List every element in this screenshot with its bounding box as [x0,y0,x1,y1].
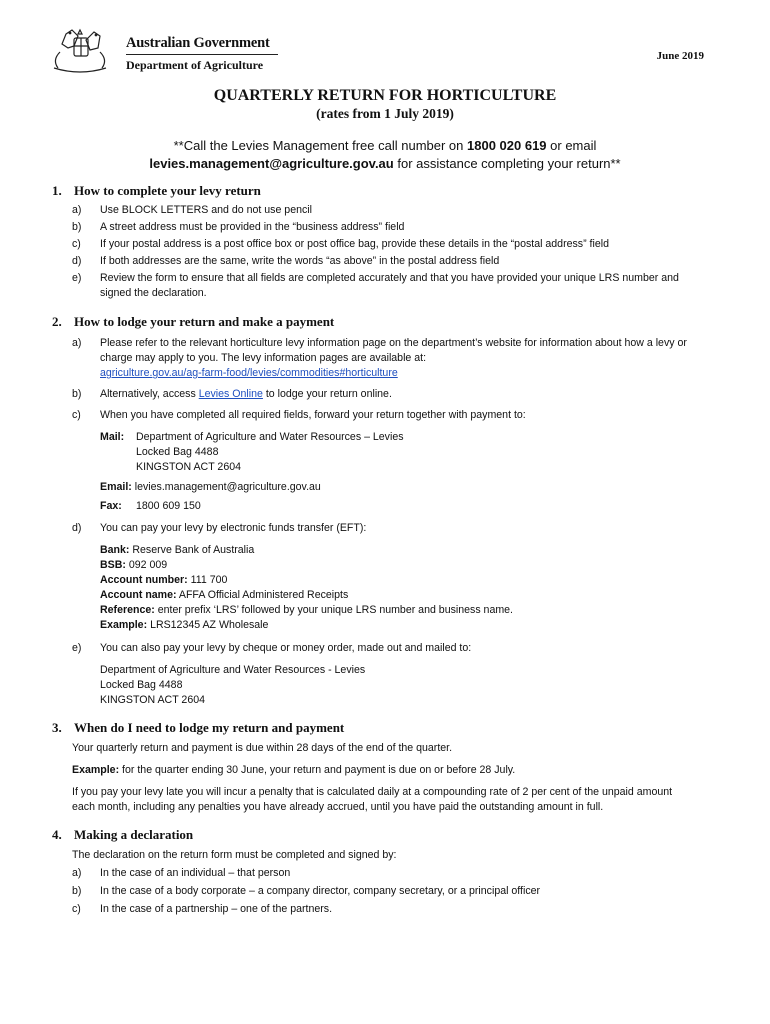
example-text: for the quarter ending 30 June, your return and payment is due on or before 28 July. [119,764,516,776]
eft-value: AFFA Official Administered Receipts [178,589,349,601]
section-4-heading [52,826,692,843]
list-item [72,387,692,402]
fax-row [100,499,692,514]
list-text: In the case of a partnership – one of the partners. [100,903,333,915]
address-line: KINGSTON ACT 2604 [100,694,206,706]
list-text [100,336,692,381]
list-marker: e) [72,642,82,654]
list-item [72,408,692,423]
title-block [0,86,770,122]
document-body [52,182,692,917]
section-2-list-cont [52,521,692,536]
penalty-paragraph: If you pay your levy late you will incur a penalty that is calculated daily at a compounding rate of 2 per cent of the unpaid amount each month, including any penalties you have already accrued, until you have paid the outstanding amount in full. [72,786,673,813]
due-date-paragraph: Your quarterly return and payment is due within 28 days of the end of the quarter. [72,742,453,754]
list-marker: c) [72,238,81,250]
section-1-list [52,203,692,301]
callout-line-1 [0,137,770,155]
section-title: How to lodge your return and make a payment [74,314,335,329]
list-item [72,237,692,252]
callout-text-3: for assistance completing your return** [393,156,621,171]
callout-email: levies.management@agriculture.gov.au [149,156,394,171]
address-line: Department of Agriculture and Water Resources - Levies [100,664,366,676]
list-item [72,902,692,917]
eft-value: 111 700 [190,574,228,586]
example-paragraph [52,763,692,778]
eft-value: enter prefix ‘LRS’ followed by your unique LRS number and business name. [157,604,514,616]
list-marker: a) [72,204,82,216]
page-subtitle: (rates from 1 July 2019) [316,106,454,121]
section-3-heading [52,719,692,736]
list-text: In the case of an individual – that person [100,867,291,879]
page-title: QUARTERLY RETURN FOR HORTICULTURE [213,87,557,104]
declaration-intro: The declaration on the return form must be completed and signed by: [72,849,397,861]
example-label: Example: [72,764,120,776]
list-marker: b) [72,221,82,233]
section-title: Making a declaration [74,827,194,842]
eft-label: Reference: [100,604,155,616]
list-marker: d) [72,522,82,534]
list-marker: a) [72,337,82,349]
eft-value: 092 009 [128,559,168,571]
eft-row [100,558,692,573]
list-text: Review the form to ensure that all fields are completed accurately and that you have provided your unique LRS number and signed the declaration. [100,272,679,299]
section-number: 4. [52,827,62,842]
list-text: If both addresses are the same, write the words “as above” in the postal address field [100,255,500,267]
mail-value [136,430,692,475]
levy-info-text: Please refer to the relevant horticulture levy information page on the department’s website for information about how a levy or charge may apply to you. The levy information pages are available at: [100,337,687,364]
eft-row [100,588,692,603]
mail-line: Locked Bag 4488 [136,446,219,458]
list-item [72,254,692,269]
list-text: If your postal address is a post office box or post office bag, provide these details in the “postal address” field [100,238,609,250]
callout-phone: 1800 020 619 [467,138,547,153]
list-text: You can also pay your levy by cheque or money order, made out and mailed to: [100,642,472,654]
eft-label: Account number: [100,574,188,586]
eft-label: Example: [100,619,148,631]
list-marker: c) [72,409,81,421]
eft-label: BSB: [100,559,126,571]
eft-value: Reserve Bank of Australia [132,544,255,556]
list-text: In the case of a body corporate – a company director, company secretary, or a principal officer [100,885,541,897]
list-marker: d) [72,255,82,267]
eft-details [52,543,692,633]
section-title: How to complete your levy return [74,183,261,198]
email-value: levies.management@agriculture.gov.au [134,481,321,493]
list-item [72,220,692,235]
document-date: June 2019 [656,50,704,62]
eft-label: Account name: [100,589,177,601]
list-item [72,866,692,881]
section-number: 2. [52,314,62,329]
list-item [72,203,692,218]
section-4-list [52,866,692,917]
email-label: Email: [100,481,132,493]
list-marker: b) [72,388,82,400]
list-text: A street address must be provided in the “business address” field [100,221,405,233]
list-marker: b) [72,885,82,897]
page-header [44,26,704,78]
callout-text-1: **Call the Levies Management free call number on [173,138,467,153]
section-1-heading [52,182,692,199]
list-item [72,641,692,656]
list-marker: a) [72,867,82,879]
levy-info-link[interactable]: agriculture.gov.au/ag-farm-food/levies/commodities#horticulture [100,367,398,379]
address-line: Locked Bag 4488 [100,679,183,691]
callout-text-2: or email [546,138,597,153]
eft-row [100,603,692,618]
section-number: 1. [52,183,62,198]
list-item [72,336,692,381]
list-text: Use BLOCK LETTERS and do not use pencil [100,204,312,216]
list-marker: e) [72,272,82,284]
mail-address-block [52,430,692,514]
list-item [72,271,692,301]
department-name: Department of Agriculture [126,58,264,72]
eft-value: LRS12345 AZ Wholesale [150,619,269,631]
eft-row [100,618,692,633]
eft-row [100,573,692,588]
list-item [72,521,692,536]
mail-row [100,430,692,475]
section-number: 3. [52,720,62,735]
fax-value: 1800 609 150 [136,500,201,512]
eft-label: Bank: [100,544,130,556]
section-2-list [52,336,692,423]
section-2-heading [52,313,692,330]
email-row [100,480,692,495]
mail-label: Mail: [100,431,125,443]
assistance-callout [0,137,770,173]
levies-online-pre: Alternatively, access [100,388,199,400]
callout-line-2 [0,155,770,173]
government-wordmark [126,34,278,73]
list-item [72,884,692,899]
list-text [100,387,692,402]
mail-line: Department of Agriculture and Water Resources – Levies [136,431,404,443]
fax-label: Fax: [100,500,122,512]
list-text: When you have completed all required fields, forward your return together with payment to: [100,409,526,421]
list-text: You can pay your levy by electronic funds transfer (EFT): [100,522,367,534]
section-title: When do I need to lodge my return and payment [74,720,345,735]
mail-line: KINGSTON ACT 2604 [136,461,242,473]
coat-of-arms-logo [44,26,116,74]
list-marker: c) [72,903,81,915]
levies-online-post: to lodge your return online. [262,388,392,400]
wordmark-divider [126,54,278,55]
cheque-address [52,663,692,708]
section-2-list-end [52,641,692,656]
levies-online-link[interactable]: Levies Online [198,388,263,400]
government-name: Australian Government [126,35,270,51]
eft-row [100,543,692,558]
